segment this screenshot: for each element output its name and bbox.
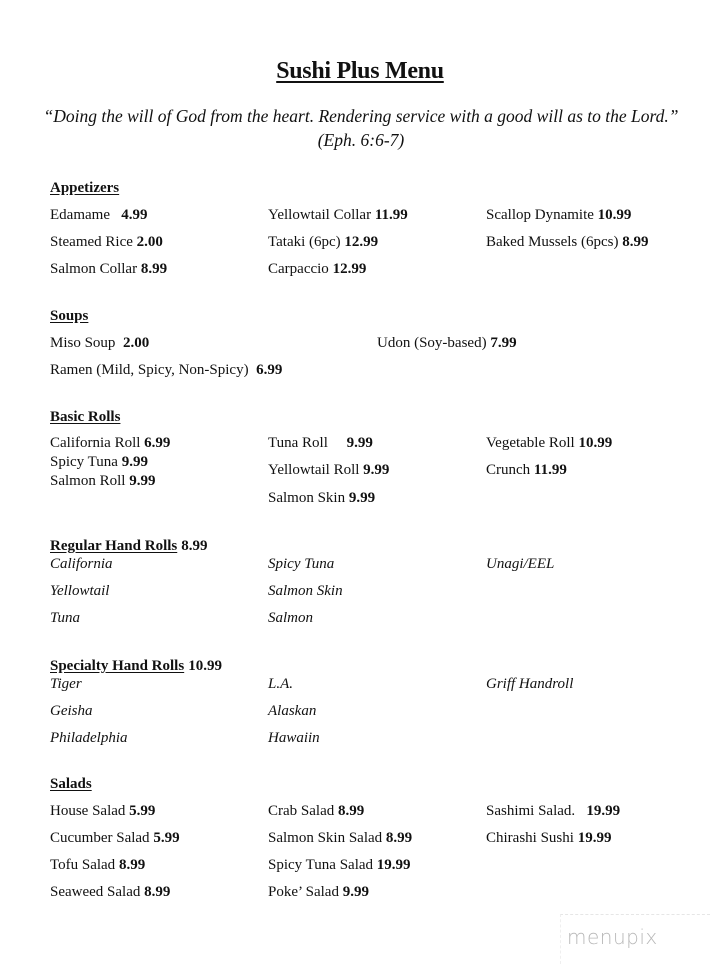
section-soups (50, 306, 710, 386)
menu-item: Philadelphia (50, 730, 128, 746)
menu-item (268, 801, 364, 821)
section-heading (50, 536, 710, 556)
bible-quote: “Doing the will of God from the heart. Rendering service with a good will as to the Lord.” (Eph. 6:6-7) (43, 106, 679, 150)
section-appetizers (50, 178, 710, 288)
item-name: Salmon Skin (268, 490, 349, 506)
item-name: Edamame (50, 207, 122, 223)
item-price: 6.99 (256, 362, 283, 378)
item-name: Tuna Roll (268, 435, 347, 451)
item-name: Steamed Rice (50, 234, 137, 250)
section-heading-label: Basic Rolls (50, 409, 121, 425)
menu-item (50, 333, 149, 353)
section-heading (50, 774, 710, 794)
menu-item (486, 801, 620, 821)
item-price: 7.99 (490, 335, 517, 351)
menu-item: Salmon (268, 610, 313, 626)
item-price: 9.99 (121, 454, 148, 470)
item-price: 11.99 (533, 462, 567, 478)
menu-item (50, 433, 170, 453)
item-price: 9.99 (346, 435, 373, 451)
menu-item: Spicy Tuna (268, 556, 335, 572)
menu-item: Unagi/EEL (486, 556, 555, 572)
menu-item (486, 828, 611, 848)
section-heading (50, 178, 710, 198)
item-price: 9.99 (342, 884, 369, 900)
item-name: House Salad (50, 803, 130, 819)
menu-item: L.A. (268, 676, 294, 692)
menu-item (268, 460, 389, 480)
section-salads (50, 774, 710, 904)
menu-item (50, 471, 155, 491)
section-heading-label: Specialty Hand Rolls (50, 658, 185, 674)
item-price: 5.99 (129, 803, 156, 819)
section-heading-label: Appetizers (50, 180, 120, 196)
section-specialty-hand-rolls (50, 656, 710, 756)
menu-item: Alaskan (268, 703, 317, 719)
item-name: Spicy Tuna (50, 454, 122, 470)
menu-item (486, 232, 648, 252)
item-name: Salmon Roll (50, 473, 130, 489)
item-name: Tofu Salad (50, 857, 119, 873)
menu-item (50, 801, 155, 821)
menu-item: Yellowtail (50, 583, 110, 599)
menu-item (486, 205, 631, 225)
menu-item (50, 855, 145, 875)
watermark-logo: menupix (567, 925, 658, 949)
item-name: Scallop Dynamite (486, 207, 598, 223)
item-price: 8.99 (118, 857, 146, 873)
item-price: 8.99 (337, 803, 365, 819)
menu-item: Griff Handroll (486, 676, 574, 692)
page-title: Sushi Plus Menu (276, 58, 444, 84)
item-price: 9.99 (129, 473, 156, 489)
item-name: Carpaccio (268, 261, 333, 277)
item-name: Seaweed Salad (50, 884, 145, 900)
menu-item (50, 259, 167, 279)
item-price: 10.99 (578, 435, 613, 451)
menu-item (50, 232, 163, 252)
item-price: 2.00 (122, 335, 150, 351)
section-heading-price: 10.99 (188, 658, 222, 674)
menu-item: Salmon Skin (268, 583, 343, 599)
menu-item (268, 232, 378, 252)
menu-item (50, 452, 148, 472)
menu-item (50, 882, 170, 902)
item-name: Tataki (6pc) (268, 234, 345, 250)
item-name: California Roll (50, 435, 145, 451)
item-name: Miso Soup (50, 335, 123, 351)
section-heading-price: 8.99 (181, 538, 208, 554)
item-price: 8.99 (144, 884, 171, 900)
menu-item: Tiger (50, 676, 82, 692)
item-price: 9.99 (348, 490, 376, 506)
menu-item (486, 460, 567, 480)
menu-item: Geisha (50, 703, 93, 719)
section-heading-label: Salads (50, 776, 92, 792)
item-name: Yellowtail Roll (268, 462, 364, 478)
menu-item (268, 259, 366, 279)
section-heading (50, 306, 710, 326)
item-name: Sashimi Salad. (486, 803, 587, 819)
item-name: Ramen (Mild, Spicy, Non-Spicy) (50, 362, 257, 378)
item-price: 10.99 (597, 207, 632, 223)
menu-item (50, 205, 147, 225)
menu-item (268, 828, 412, 848)
item-price: 19.99 (586, 803, 621, 819)
item-name: Yellowtail Collar (268, 207, 375, 223)
item-price: 19.99 (376, 857, 411, 873)
menu-item (268, 433, 373, 453)
item-name: Crunch (486, 462, 534, 478)
section-heading (50, 407, 710, 427)
item-price: 8.99 (622, 234, 649, 250)
section-heading-label: Regular Hand Rolls (50, 538, 178, 554)
menu-item (50, 828, 180, 848)
section-regular-hand-rolls (50, 536, 710, 636)
menu-item (268, 205, 408, 225)
item-price: 9.99 (363, 462, 390, 478)
menu-item (268, 855, 411, 875)
menu-item: Tuna (50, 610, 81, 626)
menu-item (486, 433, 612, 453)
item-price: 19.99 (577, 830, 612, 846)
item-price: 8.99 (385, 830, 413, 846)
item-name: Poke’ Salad (268, 884, 343, 900)
item-name: Baked Mussels (6pcs) (486, 234, 623, 250)
item-name: Salmon Collar (50, 261, 141, 277)
item-name: Udon (Soy-based) (377, 335, 491, 351)
menu-item (50, 360, 282, 380)
item-name: Spicy Tuna Salad (268, 857, 377, 873)
item-name: Cucumber Salad (50, 830, 154, 846)
item-price: 5.99 (153, 830, 180, 846)
menu-item: Hawaiin (268, 730, 320, 746)
item-price: 12.99 (332, 261, 367, 277)
item-price: 11.99 (374, 207, 408, 223)
menu-item (377, 333, 517, 353)
menupix-watermark (560, 914, 710, 964)
section-basic-rolls (50, 407, 710, 517)
item-name: Vegetable Roll (486, 435, 579, 451)
menu-item: California (50, 556, 113, 572)
section-heading (50, 656, 710, 676)
item-name: Crab Salad (268, 803, 338, 819)
item-price: 2.00 (136, 234, 163, 250)
item-price: 6.99 (144, 435, 171, 451)
item-name: Salmon Skin Salad (268, 830, 386, 846)
item-price: 4.99 (121, 207, 148, 223)
item-price: 12.99 (344, 234, 379, 250)
menu-item (268, 882, 369, 902)
item-price: 8.99 (140, 261, 168, 277)
menu-item (268, 488, 375, 508)
section-heading-label: Soups (50, 308, 89, 324)
item-name: Chirashi Sushi (486, 830, 578, 846)
